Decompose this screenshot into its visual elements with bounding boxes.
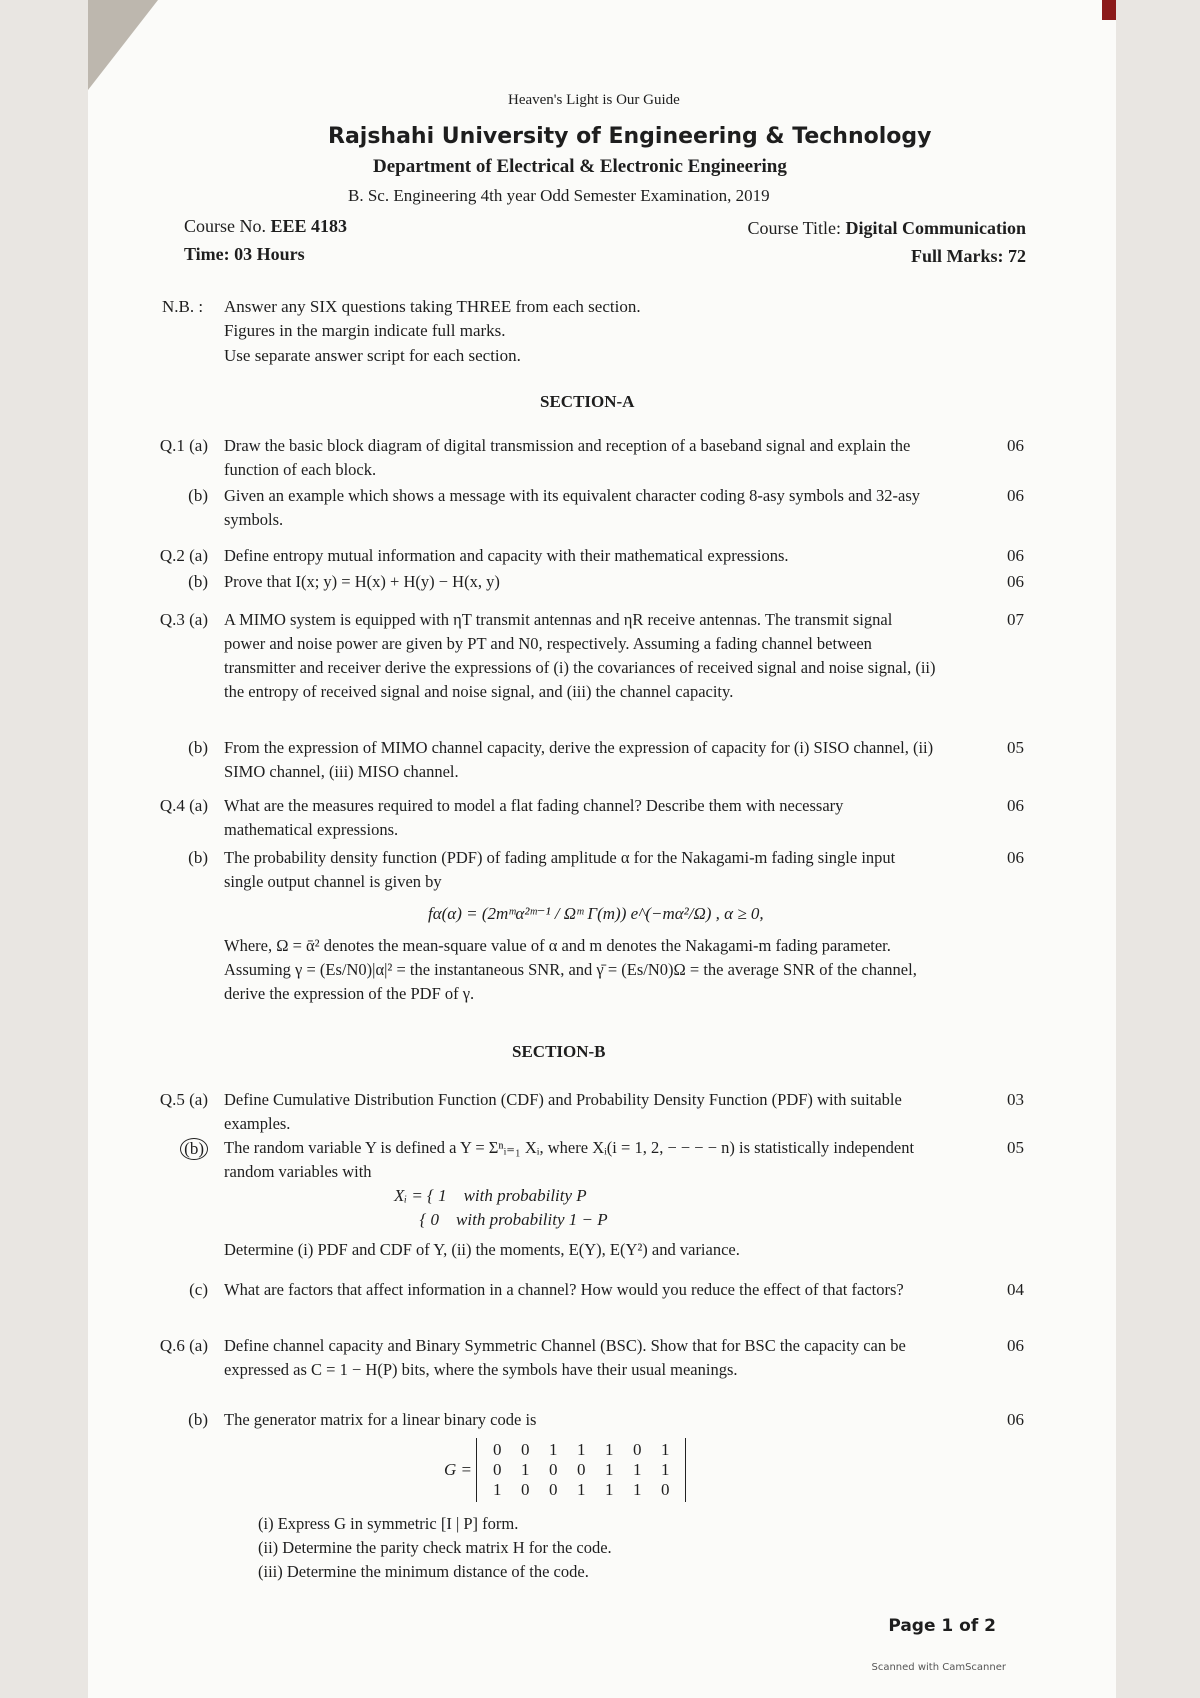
q5b-circled-label: (b)	[180, 1138, 208, 1160]
matrix-body	[476, 1438, 686, 1502]
matrix-row: 0 0 1 1 1 0 1	[493, 1440, 670, 1459]
q1a-text: Draw the basic block diagram of digital transmission and reception of a baseband signal and explain the function of each block.	[224, 436, 911, 479]
q3a-label: Q.3 (a)	[159, 610, 208, 629]
exam-paper	[88, 0, 1116, 1698]
q5a-text: Define Cumulative Distribution Function (CDF) and Probability Density Function (PDF) with suitable examples.	[224, 1090, 902, 1133]
q2b-marks: 06	[1007, 572, 1024, 591]
q5b-case-1: Xᵢ = { 1 with probability P	[394, 1186, 587, 1205]
q3b-text: From the expression of MIMO channel capacity, derive the expression of capacity for (i) SISO channel, (ii) SIMO channel, (iii) MISO channel.	[224, 738, 934, 781]
q4b-where-text: Where, Ω = ᾱ² denotes the mean-square value of α and m denotes the Nakagami-m fading parameter. Assuming γ = (Es/N0)|α|² = the instantaneous SNR, and γ̄ = (Es/N0)Ω = the average SNR of the channel, derive the expression of the PDF of γ.	[224, 936, 917, 1003]
q5b-determine: Determine (i) PDF and CDF of Y, (ii) the moments, E(Y), E(Y²) and variance.	[224, 1240, 740, 1259]
q4b-label: (b)	[188, 848, 208, 867]
q3b-marks: 05	[1007, 738, 1024, 757]
page-number: Page 1 of 2	[888, 1616, 996, 1636]
red-edge-mark	[1102, 0, 1116, 20]
q6b-marks: 06	[1007, 1410, 1024, 1429]
q5a-label: Q.5 (a)	[159, 1090, 208, 1109]
matrix-row: 0 1 0 0 1 1 1	[493, 1460, 670, 1479]
q1a-marks: 06	[1007, 436, 1024, 455]
department-name: Department of Electrical & Electronic Engineering	[373, 156, 787, 177]
q6a-text: Define channel capacity and Binary Symmetric Channel (BSC). Show that for BSC the capacity can be expressed as C = 1 − H(P) bits, where the symbols have their usual meanings.	[224, 1336, 906, 1379]
q5b-case-2: { 0 with probability 1 − P	[394, 1210, 608, 1229]
university-name: Rajshahi University of Engineering & Technology	[328, 124, 932, 149]
nb-line-1: Answer any SIX questions taking THREE from each section.	[224, 297, 641, 316]
q1b-label: (b)	[188, 486, 208, 505]
q6b-item-iii: (iii) Determine the minimum distance of the code.	[258, 1562, 589, 1581]
generator-matrix	[444, 1438, 686, 1502]
q2a-text: Define entropy mutual information and capacity with their mathematical expressions.	[224, 546, 789, 565]
q3a-marks: 07	[1007, 610, 1024, 629]
q6a-label: Q.6 (a)	[159, 1336, 208, 1355]
q5b-text: The random variable Y is defined a Y = Σⁿᵢ₌₁ Xᵢ, where Xᵢ(i = 1, 2, − − − − n) is statistically independent random variables with	[224, 1138, 915, 1181]
q4a-label: Q.4 (a)	[159, 796, 208, 815]
q3a-text: A MIMO system is equipped with ηT transmit antennas and ηR receive antennas. The transmit signal power and noise power are given by PT and N0, respectively. Assuming a fading channel between transmitter and receiver derive the expressions of (i) the covariances of received signal and noise signal, (ii) the entropy of received signal and noise signal, and (iii) the channel capacity.	[224, 610, 936, 701]
nb-label: N.B. :	[162, 297, 204, 316]
exam-time: Time: 03 Hours	[184, 244, 305, 264]
q2a-label: Q.2 (a)	[159, 546, 208, 565]
section-a-heading: SECTION-A	[540, 392, 635, 411]
q5c-marks: 04	[1007, 1280, 1024, 1299]
motto: Heaven's Light is Our Guide	[508, 92, 680, 108]
course-no: Course No. EEE 4183	[184, 216, 348, 236]
q4b-marks: 06	[1007, 848, 1024, 867]
q2b-text: Prove that I(x; y) = H(x) + H(y) − H(x, y)	[224, 572, 500, 591]
exam-title: B. Sc. Engineering 4th year Odd Semester Examination, 2019	[348, 186, 770, 205]
q5b-marks: 05	[1007, 1138, 1024, 1157]
q4b-text: The probability density function (PDF) of fading amplitude α for the Nakagami-m fading single input single output channel is given by	[224, 848, 896, 891]
q5a-marks: 03	[1007, 1090, 1024, 1109]
q5c-text: What are factors that affect information in a channel? How would you reduce the effect of that factors?	[224, 1280, 904, 1299]
q3b-label: (b)	[188, 738, 208, 757]
full-marks: Full Marks: 72	[911, 246, 1026, 266]
q4b-equation: fα(α) = (2mᵐα²ᵐ⁻¹ / Ωᵐ Γ(m)) e^(−mα²/Ω) , α ≥ 0,	[428, 904, 764, 923]
nb-line-2: Figures in the margin indicate full marks.	[224, 321, 506, 340]
q4a-text: What are the measures required to model a flat fading channel? Describe them with necessary mathematical expressions.	[224, 796, 844, 839]
q6b-text: The generator matrix for a linear binary code is	[224, 1410, 537, 1429]
q4a-marks: 06	[1007, 796, 1024, 815]
q6b-item-ii: (ii) Determine the parity check matrix H for the code.	[258, 1538, 612, 1557]
q6b-item-i: (i) Express G in symmetric [I | P] form.	[258, 1514, 519, 1533]
matrix-g-label: G =	[444, 1460, 472, 1479]
q6a-marks: 06	[1007, 1336, 1024, 1355]
folded-corner	[88, 0, 158, 90]
scanner-watermark: Scanned with CamScanner	[871, 1662, 1006, 1673]
q1b-text: Given an example which shows a message with its equivalent character coding 8-asy symbols and 32-asy symbols.	[224, 486, 921, 529]
q5b-label	[148, 1138, 208, 1160]
q5c-label: (c)	[189, 1280, 208, 1299]
section-b-heading: SECTION-B	[512, 1042, 606, 1061]
q2b-label: (b)	[188, 572, 208, 591]
matrix-row: 1 0 0 1 1 1 0	[493, 1480, 670, 1499]
nb-line-3: Use separate answer script for each section.	[224, 346, 521, 365]
q1a-label: Q.1 (a)	[159, 436, 208, 455]
q1b-marks: 06	[1007, 486, 1024, 505]
q6b-label: (b)	[188, 1410, 208, 1429]
q2a-marks: 06	[1007, 546, 1024, 565]
course-title: Course Title: Digital Communication	[747, 218, 1026, 238]
